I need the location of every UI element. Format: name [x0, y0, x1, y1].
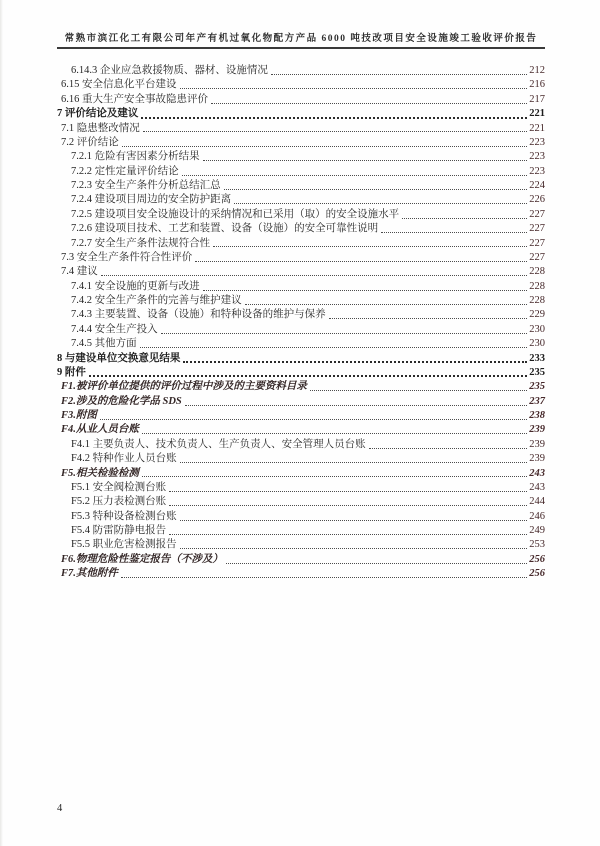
- toc-leader-dots: [142, 476, 527, 477]
- toc-entry-label: 7.4.5 其他方面: [71, 338, 137, 350]
- toc-entry-label: F5.5 职业危害检测报告: [71, 539, 177, 551]
- toc-entry-page: 223: [529, 136, 545, 148]
- toc-leader-dots: [169, 491, 527, 492]
- toc-entry-label: 7.2.2 定性定量评价结论: [71, 165, 179, 177]
- toc-leader-dots: [101, 275, 528, 276]
- toc-leader-dots: [122, 146, 528, 147]
- toc-entry: [61, 251, 545, 265]
- toc-entry-label: F3.附图: [61, 410, 97, 421]
- toc-entry-page: 235: [529, 381, 545, 393]
- toc-entry-label: F5.4 防雷防静电报告: [71, 525, 167, 536]
- toc-entry-label: 6.16 重大生产安全事故隐患评价: [61, 93, 208, 105]
- toc-entry-page: 256: [529, 553, 545, 565]
- toc-leader-dots: [224, 189, 528, 190]
- toc-entry: [71, 150, 545, 164]
- toc-entry: [71, 510, 545, 524]
- table-of-contents: [57, 64, 545, 582]
- toc-entry-page: 227: [529, 251, 545, 263]
- toc-entry: [71, 524, 545, 538]
- toc-leader-dots: [100, 419, 527, 420]
- toc-entry-page: 233: [529, 352, 545, 364]
- toc-entry-label: F4.从业人员台账: [61, 424, 139, 436]
- toc-leader-dots: [245, 304, 528, 305]
- toc-leader-dots: [121, 577, 527, 578]
- toc-entry-label: 7.2.6 建设项目技术、工艺和装置、设备（设施）的安全可靠性说明: [71, 223, 379, 235]
- toc-entry-label: 7.2.3 安全生产条件分析总结汇总: [71, 180, 221, 191]
- toc-entry: [71, 193, 545, 207]
- toc-entry: [61, 78, 545, 92]
- toc-entry: [61, 467, 545, 481]
- toc-entry-label: 7.2.7 安全生产条件法规符合性: [71, 237, 211, 249]
- toc-entry-label: 7.4.2 安全生产条件的完善与维护建议: [71, 295, 242, 306]
- toc-leader-dots: [211, 103, 527, 104]
- toc-leader-dots: [182, 175, 528, 176]
- toc-entry-page: 224: [529, 180, 545, 191]
- toc-entry-label: 7.4.3 主要装置、设备（设施）和特种设备的维护与保养: [71, 309, 326, 321]
- toc-entry: [57, 366, 545, 380]
- toc-entry-label: 7.4.4 安全生产投入: [71, 323, 158, 335]
- toc-entry-label: 7.1 隐患整改情况: [61, 122, 140, 134]
- toc-entry-label: 7.2.5 建设项目安全设施设计的采纳情况和已采用（取）的安全设施水平: [71, 208, 400, 220]
- toc-entry-page: 244: [529, 496, 545, 508]
- toc-entry: [71, 452, 545, 466]
- toc-entry-page: 239: [529, 424, 545, 436]
- toc-entry-label: F6.物理危险性鉴定报告（不涉及）: [61, 553, 223, 565]
- toc-entry: [71, 179, 545, 193]
- toc-entry-page: 223: [529, 165, 545, 177]
- toc-entry-label: F5.相关检验检测: [61, 467, 139, 479]
- toc-entry-page: 228: [529, 266, 545, 278]
- toc-entry-label: 6.14.3 企业应急救援物质、器材、设施情况: [71, 65, 268, 76]
- toc-leader-dots: [180, 520, 528, 521]
- toc-entry-page: 237: [529, 395, 545, 407]
- toc-entry-label: F7.其他附件: [61, 568, 118, 580]
- toc-entry: [71, 280, 545, 294]
- toc-entry-label: F4.2 特种作业人员台账: [71, 453, 177, 465]
- toc-entry-label: F4.1 主要负责人、技术负责人、生产负责人、安全管理人员台账: [71, 438, 366, 450]
- page-number: 4: [57, 803, 63, 814]
- toc-entry: [71, 237, 545, 251]
- toc-leader-dots: [143, 131, 528, 132]
- toc-entry-label: F5.2 压力表检测台账: [71, 496, 167, 508]
- toc-entry-page: 249: [529, 525, 545, 536]
- toc-leader-dots: [142, 433, 527, 434]
- toc-entry-page: 217: [529, 93, 545, 105]
- toc-entry-page: 235: [529, 366, 545, 378]
- toc-entry-page: 253: [529, 539, 545, 551]
- toc-entry: [61, 122, 545, 136]
- toc-leader-dots: [203, 290, 528, 291]
- toc-entry: [57, 107, 545, 121]
- toc-entry-label: 7.4 建议: [61, 266, 98, 278]
- toc-entry-page: 246: [529, 510, 545, 522]
- toc-entry-page: 227: [529, 208, 545, 220]
- toc-entry-label: 7.2.1 危险有害因素分析结果: [71, 151, 200, 163]
- toc-leader-dots: [369, 448, 528, 449]
- toc-leader-dots: [180, 548, 528, 549]
- toc-entry: [71, 64, 545, 78]
- toc-entry-page: 239: [529, 438, 545, 450]
- toc-leader-dots: [271, 74, 527, 75]
- toc-entry-page: 230: [529, 323, 545, 335]
- toc-entry-page: 230: [529, 338, 545, 350]
- toc-entry: [71, 294, 545, 308]
- toc-leader-dots: [185, 405, 527, 406]
- toc-entry-label: F2.涉及的危险化学品 SDS: [61, 395, 182, 407]
- toc-entry: [61, 553, 545, 567]
- toc-entry-label: 6.15 安全信息化平台建设: [61, 79, 177, 91]
- toc-entry: [71, 538, 545, 552]
- header-title: 常熟市滨江化工有限公司年产有机过氧化物配方产品 6000 吨技改项目安全设施竣工验收评价报告: [64, 34, 538, 44]
- toc-leader-dots: [203, 160, 528, 161]
- toc-entry-page: 229: [529, 309, 545, 321]
- toc-leader-dots: [169, 534, 527, 535]
- toc-entry-label: 7 评价结论及建议: [57, 108, 139, 120]
- toc-entry-page: 212: [529, 65, 545, 76]
- toc-entry: [61, 93, 545, 107]
- toc-entry-page: 223: [529, 151, 545, 163]
- toc-leader-dots: [329, 318, 528, 319]
- toc-entry-page: 243: [529, 481, 545, 493]
- toc-entry-page: 227: [529, 223, 545, 235]
- toc-entry: [57, 352, 545, 366]
- toc-entry: [61, 380, 545, 394]
- toc-entry-label: 9 附件: [57, 366, 86, 378]
- toc-entry-label: F5.1 安全阀检测台账: [71, 481, 167, 493]
- toc-entry-page: 216: [529, 79, 545, 91]
- toc-entry: [61, 423, 545, 437]
- toc-entry: [71, 337, 545, 351]
- toc-leader-dots: [402, 218, 527, 219]
- toc-leader-dots: [141, 117, 527, 119]
- toc-entry-page: 221: [529, 122, 545, 134]
- toc-entry-page: 228: [529, 295, 545, 306]
- toc-leader-dots: [161, 333, 528, 334]
- toc-entry-label: 7.2 评价结论: [61, 136, 119, 148]
- toc-entry-label: F5.3 特种设备检测台账: [71, 510, 177, 522]
- toc-entry-page: 256: [529, 568, 545, 580]
- toc-entry-label: 7.4.1 安全设施的更新与改进: [71, 280, 200, 292]
- toc-entry-label: F1.被评价单位提供的评价过程中涉及的主要资料目录: [61, 381, 307, 393]
- toc-leader-dots: [169, 505, 527, 506]
- toc-entry: [71, 481, 545, 495]
- toc-entry: [71, 222, 545, 236]
- toc-entry-page: 238: [529, 410, 545, 421]
- toc-leader-dots: [180, 462, 528, 463]
- toc-entry: [71, 323, 545, 337]
- toc-entry-page: 228: [529, 280, 545, 292]
- toc-leader-dots: [89, 375, 527, 377]
- toc-entry-page: 221: [529, 108, 545, 120]
- toc-entry-label: 7.2.4 建设项目周边的安全防护距离: [71, 194, 232, 206]
- toc-entry: [71, 208, 545, 222]
- toc-leader-dots: [195, 261, 527, 262]
- toc-leader-dots: [183, 361, 527, 363]
- toc-entry: [71, 438, 545, 452]
- page-footer: [57, 803, 62, 814]
- toc-leader-dots: [213, 246, 527, 247]
- toc-leader-dots: [180, 88, 528, 89]
- toc-entry-page: 239: [529, 453, 545, 465]
- toc-leader-dots: [226, 563, 527, 564]
- toc-entry-label: 8 与建设单位交换意见结果: [57, 352, 181, 364]
- toc-entry: [71, 308, 545, 322]
- toc-entry: [71, 165, 545, 179]
- toc-leader-dots: [381, 232, 527, 233]
- toc-leader-dots: [140, 347, 528, 348]
- toc-leader-dots: [310, 390, 527, 391]
- toc-entry-page: 226: [529, 194, 545, 206]
- toc-entry: [71, 495, 545, 509]
- toc-leader-dots: [234, 203, 527, 204]
- toc-entry-page: 243: [529, 467, 545, 479]
- toc-entry: [61, 409, 545, 423]
- toc-entry: [61, 567, 545, 581]
- toc-entry: [61, 136, 545, 150]
- toc-entry: [61, 395, 545, 409]
- page-header: [57, 30, 545, 49]
- toc-entry: [61, 265, 545, 279]
- toc-entry-label: 7.3 安全生产条件符合性评价: [61, 251, 193, 263]
- toc-entry-page: 227: [529, 237, 545, 249]
